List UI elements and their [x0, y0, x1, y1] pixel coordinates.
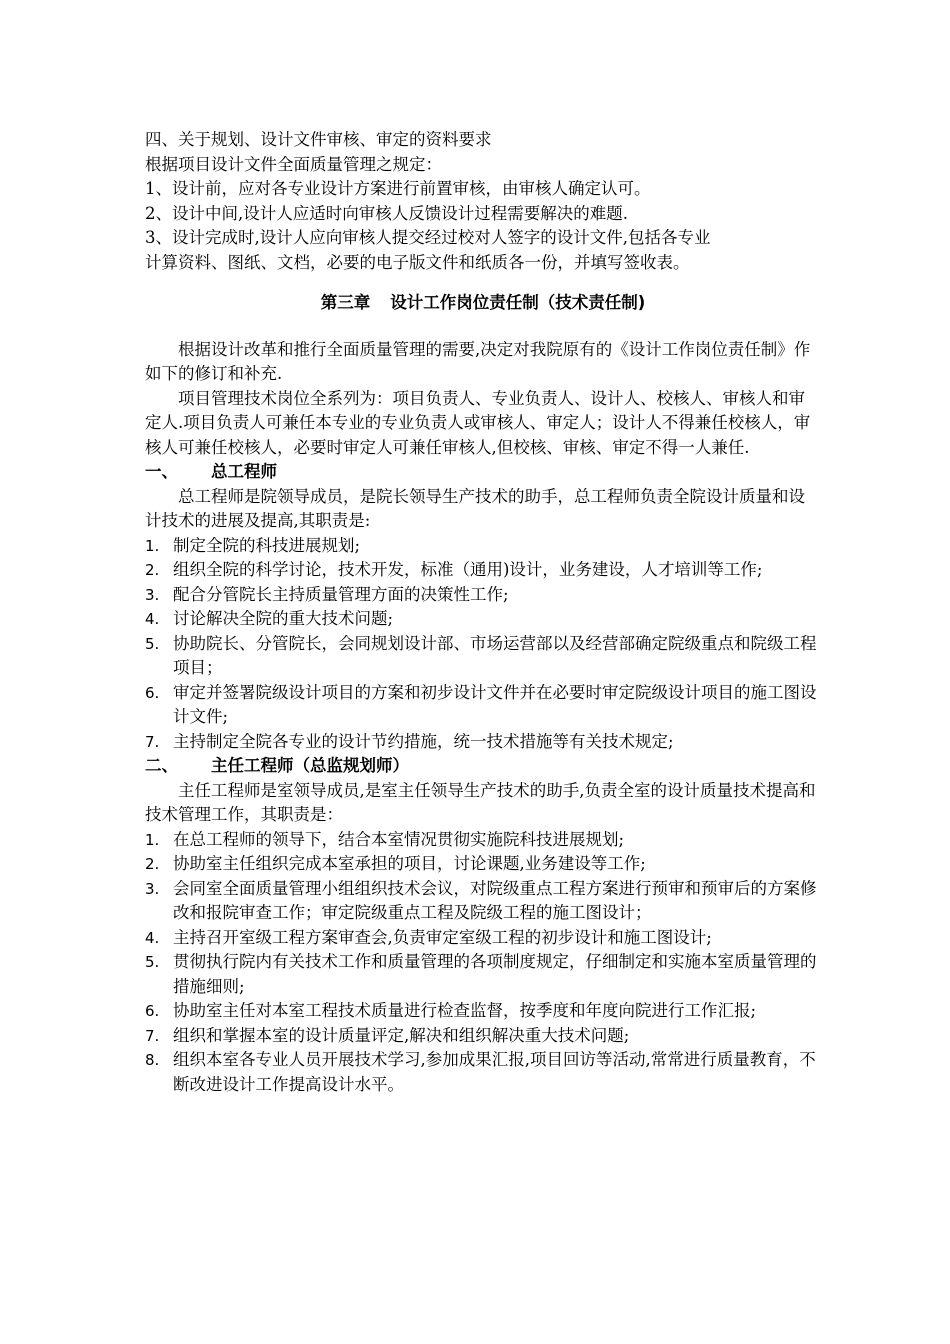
intro-point: 3、设计完成时,设计人应向审核人提交经过校对人签字的设计文件,包括各专业 — [145, 228, 711, 247]
list-number: 1. — [145, 830, 160, 849]
list-text: 组织本室各专业人员开展技术学习,参加成果汇报,项目回访等活动,常常进行质量教育，不断改进设计工作提高设计水平。 — [173, 1050, 816, 1094]
list-item — [145, 632, 821, 681]
list-text: 协助院长、分管院长，会同规划设计部、市场运营部以及经营部确定院级重点和院级工程项目； — [173, 633, 817, 677]
list-item — [145, 926, 821, 951]
intro-point: 计算资料、图纸、文档，必要的电子版文件和纸质各一份，并填写签收表。 — [145, 252, 690, 272]
chapter-heading — [145, 291, 821, 316]
list-number: 4. — [145, 928, 160, 947]
list-number: 8. — [145, 1051, 160, 1069]
list-text: 组织和掌握本室的设计质量评定,解决和组织解决重大技术问题; — [173, 1025, 630, 1045]
intro-section — [145, 128, 821, 275]
section-description: 总工程师是院领导成员，是院长领导生产技术的助手，总工程师负责全院设计质量和设计技术的进展及提高,其职责是: — [145, 486, 805, 530]
list-number: 5. — [145, 953, 160, 971]
list-text: 制定全院的科技进展规划; — [173, 535, 361, 555]
list-text: 主持召开室级工程方案审查会,负责审定室级工程的初步设计和施工图设计; — [173, 927, 712, 947]
section-heading — [145, 460, 821, 485]
list-text: 贯彻执行院内有关技术工作和质量管理的各项制度规定，仔细制定和实施本室质量管理的措施细则; — [173, 952, 817, 996]
list-text: 在总工程师的领导下，结合本室情况贯彻实施院科技进展规划; — [173, 829, 625, 849]
section-number: 二、 — [145, 756, 178, 775]
list-number: 3. — [145, 879, 160, 898]
intro-point: 2、设计中间,设计人应适时向审核人反馈设计过程需要解决的难题. — [145, 203, 628, 223]
list-text: 主持制定全院各专业的设计节约措施，统一技术措施等有关技术规定; — [173, 731, 674, 751]
section-heading — [145, 754, 821, 779]
section-description: 主任工程师是室领导成员,是室主任领导生产技术的助手,负责全室的设计质量技术提高和技术管理工作，其职责是： — [145, 780, 816, 824]
list-number: 2. — [145, 561, 160, 579]
list-text: 协助室主任对本室工程技术质量进行检查监督，按季度和年度向院进行工作汇报; — [173, 1001, 757, 1020]
section-number: 一、 — [145, 462, 178, 481]
list-item — [145, 558, 821, 583]
list-number: 3. — [145, 585, 160, 604]
list-text: 讨论解决全院的重大技术问题; — [173, 609, 394, 628]
chapter-label: 第三章 — [320, 293, 371, 312]
list-item — [145, 999, 821, 1024]
intro-title: 四、关于规划、设计文件审核、审定的资料要求 — [145, 130, 492, 149]
list-number: 6. — [145, 1002, 160, 1020]
list-number: 2. — [145, 855, 160, 873]
list-text: 配合分管院长主持质量管理方面的决策性工作; — [173, 584, 509, 604]
body-paragraph: 根据设计改革和推行全面质量管理的需要,决定对我院原有的《设计工作岗位责任制》作如下的修订和补充. — [145, 339, 811, 383]
section-title: 总工程师 — [211, 462, 277, 481]
duty-list — [145, 534, 821, 755]
list-item — [145, 1048, 821, 1097]
list-item — [145, 681, 821, 730]
list-text: 会同室全面质量管理小组组织技术会议，对院级重点工程方案进行预审和预审后的方案修改和报院审查工作；审定院级重点工程及院级工程的施工图设计； — [173, 878, 817, 922]
list-number: 7. — [145, 1026, 160, 1045]
list-number: 1. — [145, 536, 160, 555]
list-item — [145, 607, 821, 632]
list-text: 审定并签署院级设计项目的方案和初步设计文件并在必要时审定院级设计项目的施工图设计文件; — [173, 682, 817, 726]
document-body — [145, 128, 821, 1097]
list-item — [145, 1024, 821, 1049]
list-item — [145, 534, 821, 559]
intro-point: 1、设计前，应对各专业设计方案进行前置审核，由审核人确定认可。 — [145, 179, 651, 198]
list-item — [145, 950, 821, 999]
section-title: 主任工程师（总监规划师） — [211, 756, 409, 775]
list-item — [145, 877, 821, 926]
list-item — [145, 730, 821, 755]
list-number: 7. — [145, 732, 160, 751]
list-number: 5. — [145, 634, 160, 653]
list-number: 4. — [145, 610, 160, 628]
list-text: 组织全院的科学讨论，技术开发，标准（通用)设计，业务建设，人才培训等工作; — [173, 560, 763, 579]
body-paragraph: 项目管理技术岗位全系列为：项目负责人、专业负责人、设计人、校核人、审核人和审定人.项目负责人可兼任本专业的专业负责人或审核人、审定人；设计人不得兼任校核人，审核人可兼任校核人，必要时审定人可兼任审核人,但校核、审核、审定不得一人兼任. — [145, 388, 811, 457]
list-item — [145, 852, 821, 877]
list-number: 6. — [145, 683, 160, 702]
list-item — [145, 828, 821, 853]
list-text: 协助室主任组织完成本室承担的项目，讨论课题,业务建设等工作; — [173, 854, 646, 873]
duty-list — [145, 828, 821, 1098]
list-item — [145, 583, 821, 608]
intro-lead: 根据项目设计文件全面质量管理之规定： — [145, 154, 442, 174]
chapter-title: 设计工作岗位责任制（技术责任制) — [390, 293, 646, 312]
